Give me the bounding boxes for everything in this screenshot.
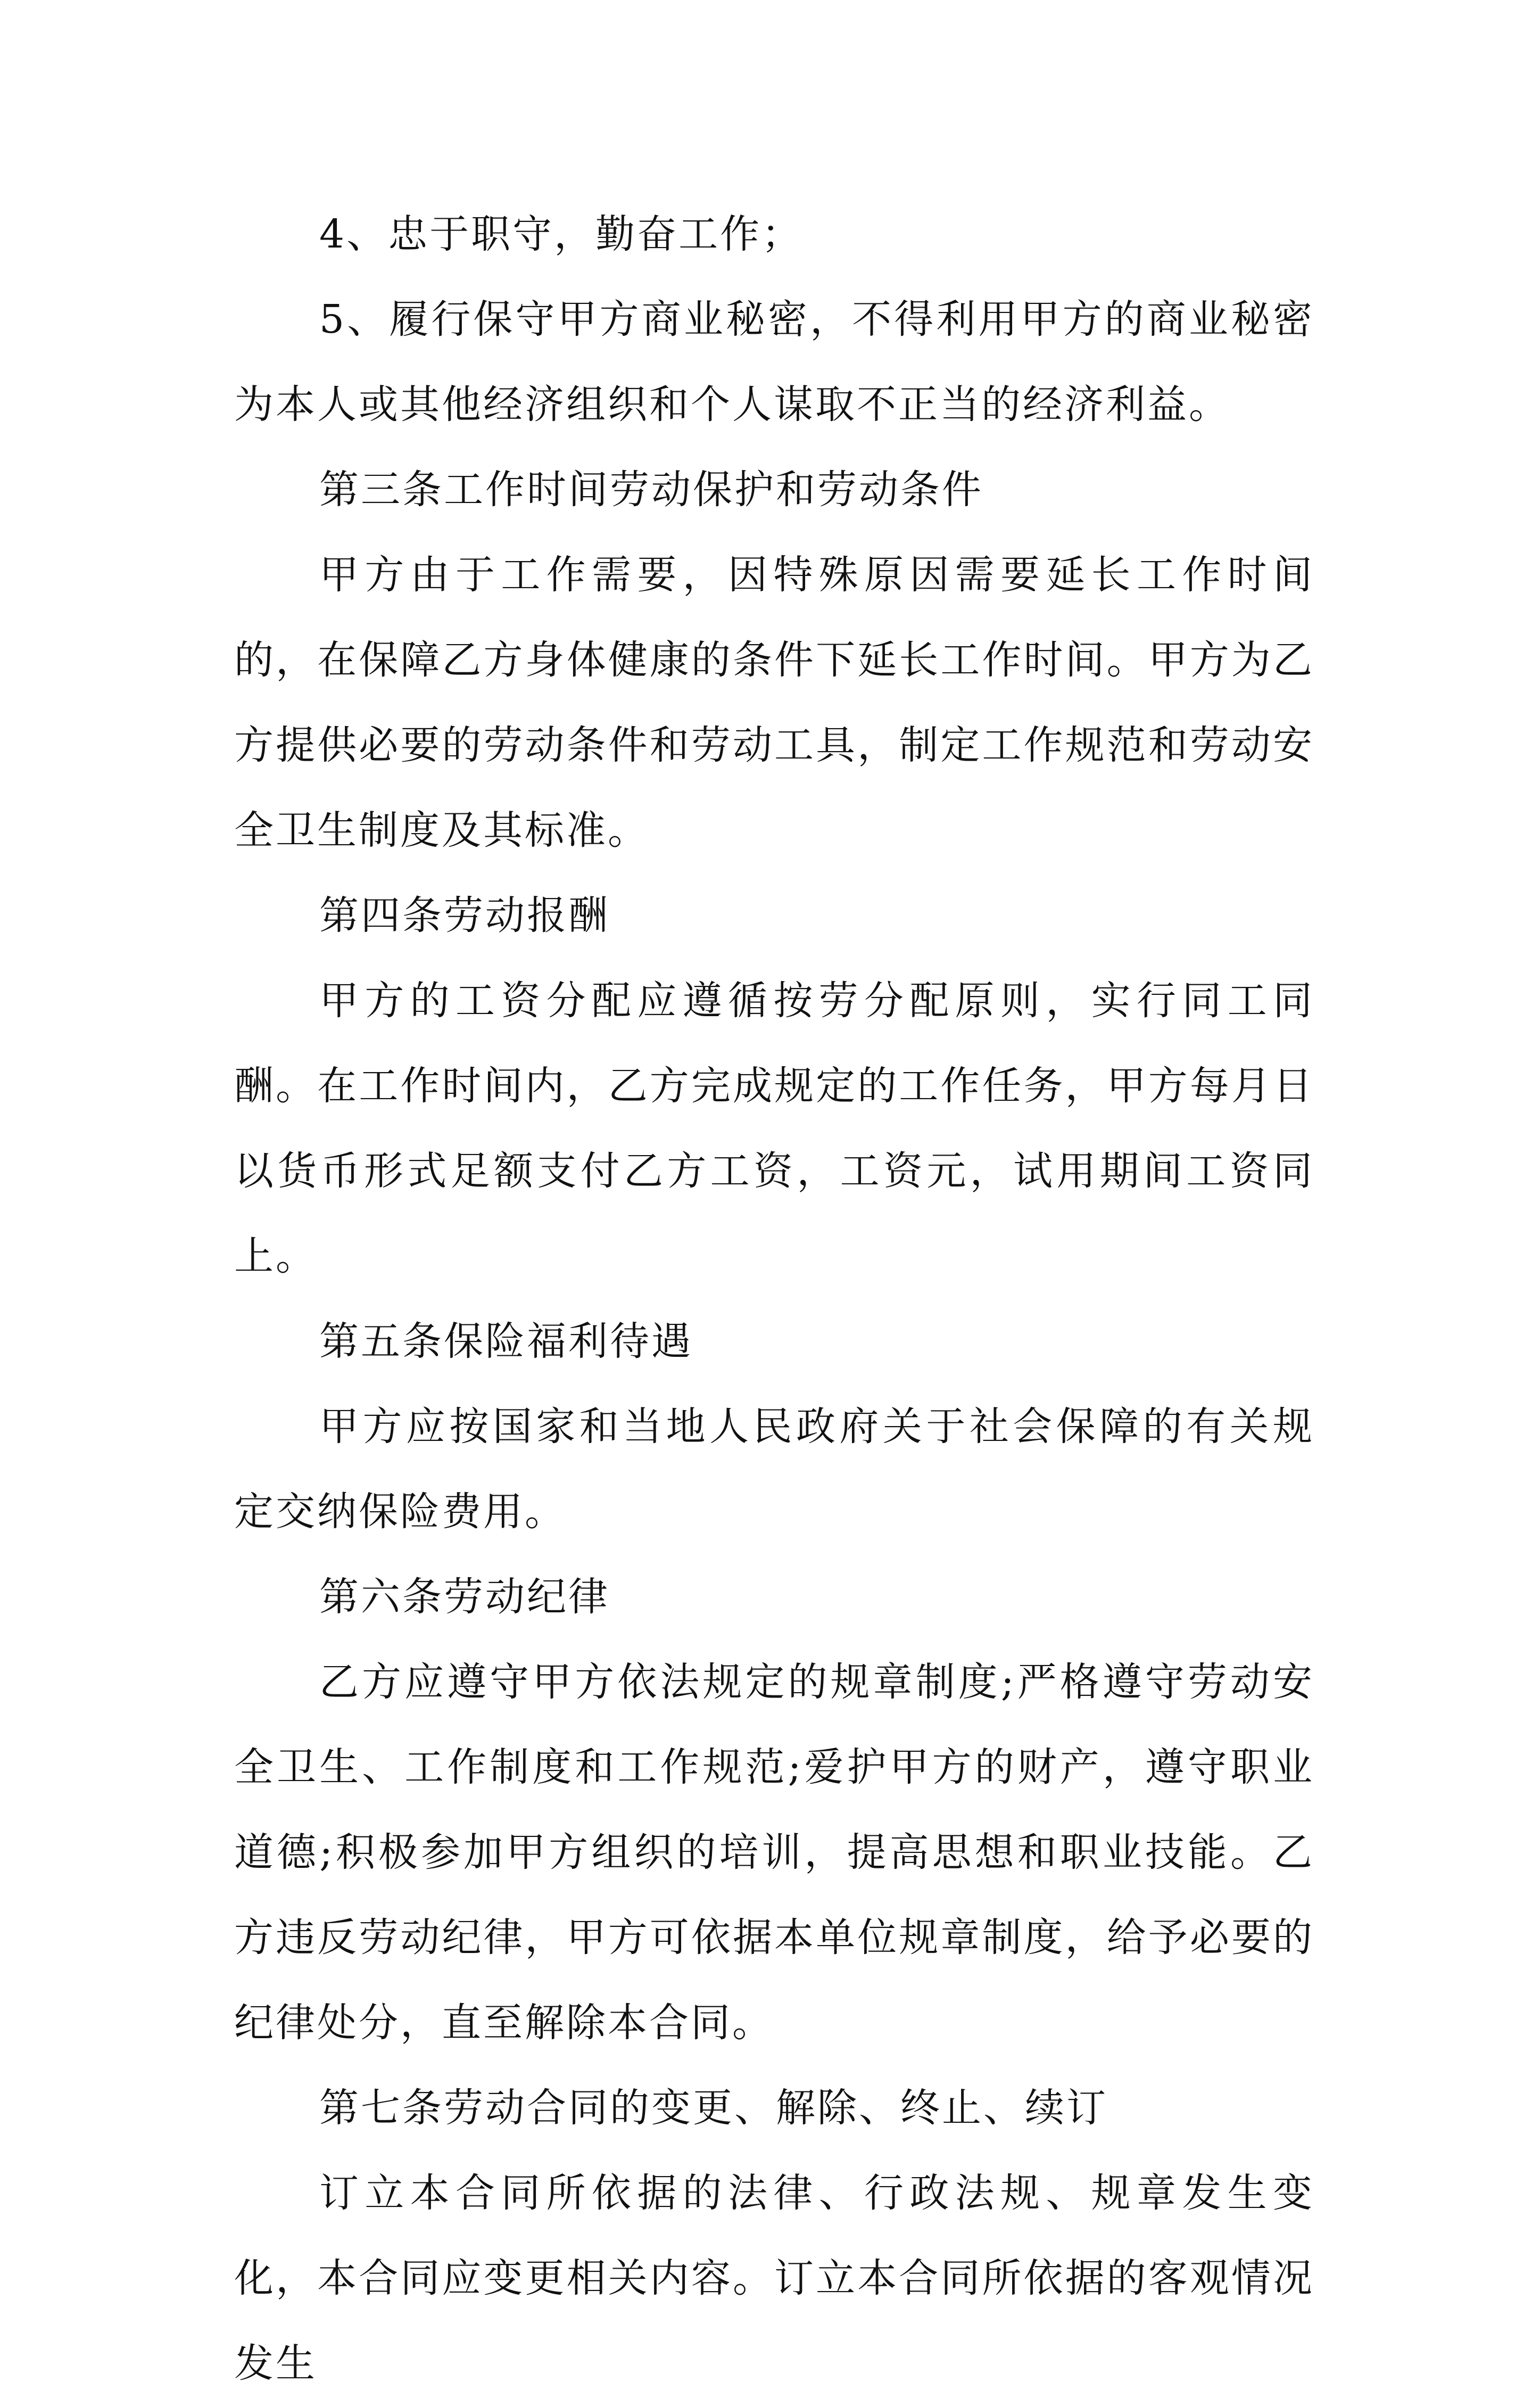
article-4-body: 甲方的工资分配应遵循按劳分配原则，实行同工同酬。在工作时间内，乙方完成规定的工作任务，甲方每月日以货币形式足额支付乙方工资，工资元，试用期间工资同上。 (234, 978, 1314, 1279)
duty-item-5: 5、履行保守甲方商业秘密，不得利用甲方的商业秘密为本人或其他经济组织和个人谋取不正当的经济利益。 (234, 296, 1314, 427)
article-7-heading: 第七条劳动合同的变更、解除、终止、续订 (319, 2085, 1108, 2131)
article-5-body: 甲方应按国家和当地人民政府关于社会保障的有关规定交纳保险费用。 (234, 1404, 1314, 1535)
article-6-body: 乙方应遵守甲方依法规定的规章制度;严格遵守劳动安全卫生、工作制度和工作规范;爱护甲方的财产，遵守职业道德;积极参加甲方组织的培训，提高思想和职业技能。乙方违反劳动纪律，甲方可依据本单位规章制度，给予必要的纪律处分，直至解除本合同。 (234, 1659, 1314, 2046)
article-6-heading: 第六条劳动纪律 (319, 1574, 610, 1620)
duty-item-4: 4、忠于职守，勤奋工作； (319, 211, 804, 257)
article-3-body: 甲方由于工作需要，因特殊原因需要延长工作时间的，在保障乙方身体健康的条件下延长工作时间。甲方为乙方提供必要的劳动条件和劳动工具，制定工作规范和劳动安全卫生制度及其标准。 (234, 552, 1314, 853)
article-7-body: 订立本合同所依据的法律、行政法规、规章发生变化，本合同应变更相关内容。订立本合同所依据的客观情况发生 (234, 2170, 1314, 2386)
article-5-heading: 第五条保险福利待遇 (319, 1319, 693, 1364)
article-4-heading: 第四条劳动报酬 (319, 893, 610, 938)
article-3-heading: 第三条工作时间劳动保护和劳动条件 (319, 467, 983, 513)
document-body (234, 192, 1314, 2406)
